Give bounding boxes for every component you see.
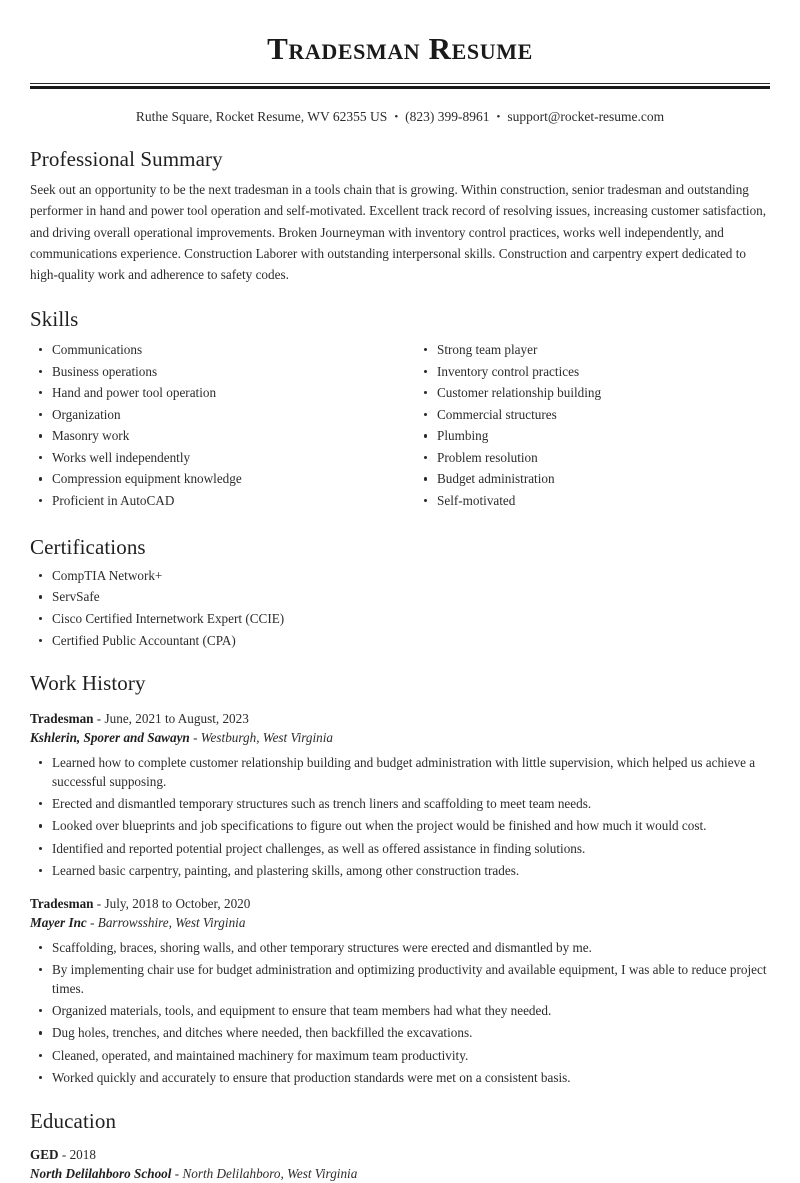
divider-line-thick [30,86,770,89]
skill-label: Plumbing [437,428,489,444]
list-item [30,427,415,445]
resume-page [0,31,800,1181]
list-item [415,470,770,488]
list-item [30,1069,770,1088]
section-work-history [30,670,770,1088]
skill-label: Proficient in AutoCAD [52,493,175,509]
education-school-line [30,1164,770,1183]
list-item [415,492,770,510]
skills-columns [30,339,770,514]
list-item [30,492,415,510]
page-title: Tradesman Resume [267,31,533,66]
job-company: Kshlerin, Sporer and Sawayn [30,730,190,746]
education-degree-line [30,1145,770,1164]
work-history-entry [30,894,770,1088]
job-title-dash: - [96,895,102,911]
section-skills [30,306,770,514]
certification-label: CompTIA Network+ [52,567,163,583]
list-item [30,588,770,606]
skill-label: Commercial structures [437,406,557,422]
section-title-skills: Skills [30,306,79,331]
list-item [30,1002,770,1021]
skills-list-right [415,341,770,510]
list-item [415,363,770,381]
list-item [30,1047,770,1066]
skill-label: Works well independently [52,449,191,465]
list-item [30,754,770,791]
section-title-work-history: Work History [30,670,146,695]
skill-label: Business operations [52,363,158,379]
job-title-line [30,709,770,728]
section-professional-summary [30,146,770,286]
education-degree-dash: - [61,1146,67,1162]
job-bullet-text: Learned basic carpentry, painting, and plastering skills, among other construction trades. [52,862,520,878]
education-school-dash: - [174,1165,180,1181]
contact-separator-icon: • [496,111,501,124]
list-item [30,363,415,381]
education-entry [30,1145,770,1183]
resume-header [30,32,770,126]
skill-label: Masonry work [52,428,130,444]
job-bullet-text: Organized materials, tools, and equipment to ensure that team members had what they needed. [52,1003,552,1019]
skills-column-right [415,339,770,514]
list-item [30,817,770,836]
skills-list-left [30,341,415,510]
skill-label: Customer relationship building [437,385,602,401]
list-item [30,341,415,359]
education-year: 2018 [69,1146,96,1162]
job-title-line [30,894,770,913]
list-item [415,384,770,402]
skill-label: Compression equipment knowledge [52,471,242,487]
section-certifications [30,534,770,650]
job-bullet-text: Erected and dismantled temporary structures such as trench liners and scaffolding to meet team needs. [52,796,592,812]
section-education [30,1108,770,1183]
job-title: Tradesman [30,895,94,911]
job-dates: July, 2018 to October, 2020 [104,895,251,911]
job-title-dash: - [96,710,102,726]
skill-label: Budget administration [437,471,555,487]
list-item [30,1024,770,1043]
list-item [30,384,415,402]
job-bullet-text: Cleaned, operated, and maintained machinery for maximum team productivity. [52,1047,469,1063]
header-divider [30,83,770,89]
contact-separator-icon: • [394,111,399,124]
skill-label: Communications [52,342,143,358]
job-bullet-text: Learned how to complete customer relationship building and budget administration with little supervision, which helped us achieve a successful supposing. [52,755,756,789]
list-item [30,939,770,958]
skill-label: Self-motivated [437,493,516,509]
resume-content [0,32,800,1183]
job-company-line [30,728,770,747]
job-bullet-text: Looked over blueprints and job specifications to figure out when the project would be finished and how much it would cost. [52,818,707,834]
job-title: Tradesman [30,710,94,726]
job-bullet-text: Worked quickly and accurately to ensure that production standards were met on a consistent basis. [52,1069,571,1085]
job-responsibilities-list [30,754,770,880]
list-item [30,840,770,859]
contact-email: support@rocket-resume.com [507,109,665,125]
list-item [30,470,415,488]
certification-label: Certified Public Accountant (CPA) [52,632,236,648]
certifications-list [30,567,770,650]
job-company: Mayer Inc [30,914,87,930]
job-bullet-text: Scaffolding, braces, shoring walls, and other temporary structures were erected and dismantled by me. [52,939,592,955]
skills-column-left [30,339,415,514]
list-item [415,341,770,359]
list-item [30,406,415,424]
list-item [30,862,770,881]
job-bullet-text: By implementing chair use for budget administration and optimizing productivity and available equipment, I was able to reduce project times. [52,962,767,996]
job-location: Barrowsshire, West Virginia [97,914,246,930]
skill-label: Inventory control practices [437,363,580,379]
certification-label: Cisco Certified Internetwork Expert (CCIE) [52,611,285,627]
skill-label: Hand and power tool operation [52,385,217,401]
education-degree: GED [30,1146,59,1162]
section-title-summary: Professional Summary [30,146,223,171]
certification-label: ServSafe [52,589,100,605]
list-item [30,610,770,628]
contact-address: Ruthe Square, Rocket Resume, WV 62355 US [135,109,388,125]
job-company-line [30,913,770,932]
job-bullet-text: Dug holes, trenches, and ditches where needed, then backfilled the excavations. [52,1025,473,1041]
skill-label: Strong team player [437,342,538,358]
list-item [30,567,770,585]
section-title-certifications: Certifications [30,534,146,559]
list-item [30,795,770,814]
education-location: North Delilahboro, West Virginia [182,1165,358,1181]
job-bullet-text: Identified and reported potential project challenges, as well as offered assistance in finding solutions. [52,840,586,856]
list-item [415,406,770,424]
work-history-entry [30,709,770,881]
education-school: North Delilahboro School [30,1165,172,1181]
skill-label: Organization [52,406,121,422]
job-location: Westburgh, West Virginia [200,730,334,746]
job-company-dash: - [193,730,198,746]
summary-paragraph: Seek out an opportunity to be the next tradesman in a tools chain that is growing. Within construction, senior tradesman and outstanding performer in hand and power tool operation and self-motivated. Excellent track record of resolving issues, increasing customer satisfaction, and driving overall operational improvements. Broken Journeyman with inventory control practices, works well independently, and communications experience. Construction Laborer with outstanding interpersonal skills. Construction and carpentry expert dedicated to high-quality work and adherence to safety codes. [30,181,767,283]
list-item [30,632,770,650]
job-company-dash: - [90,914,95,930]
skill-label: Problem resolution [437,449,538,465]
section-title-education: Education [30,1108,117,1133]
contact-info [30,108,770,126]
contact-phone: (823) 399-8961 [405,109,490,125]
list-item [415,449,770,467]
list-item [30,961,770,998]
list-item [415,427,770,445]
job-responsibilities-list [30,939,770,1088]
list-item [30,449,415,467]
job-dates: June, 2021 to August, 2023 [104,710,249,726]
